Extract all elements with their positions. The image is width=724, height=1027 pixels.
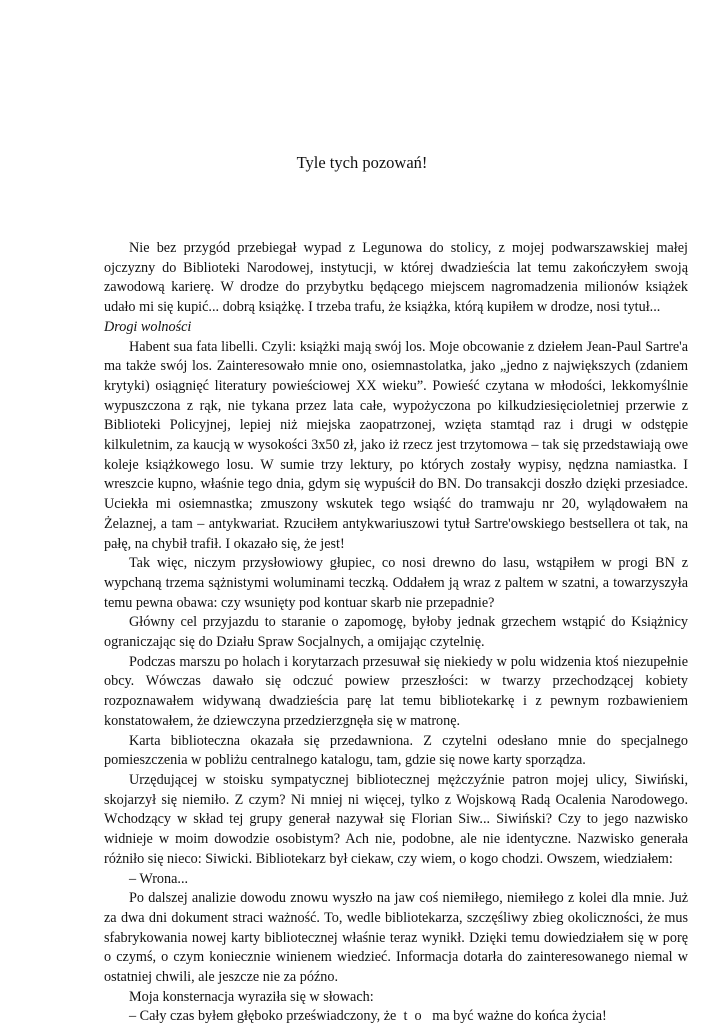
book-title-line: Drogi wolności (104, 318, 192, 335)
paragraph: Habent sua fata libelli. Czyli: książki mają swój los. Moje obcowanie z dziełem Jean-Paul Sartre'a ma także swój los. Zainteresowało mnie ono, osiemnastolatka, jako „jedno z największych (zdaniem krytyki) osiągnięć literatury powieściowej XX wieku”. Powieść czytana w młodości, lekkomyślnie wypuszczona z rąk, nie tykana przez lata całe, wypożyczona po kilkudziesięcioletniej przerwie z Biblioteki Policyjnej, lepiej niż miejska zaopatrzonej, wzięta stamtąd raz i drugi w odstępie kilkuletnim, za kaucją w wysokości 3x50 zł, jako iż rzecz jest trzytomowa – tak się przedstawiają owe koleje książkowego losu. W sumie trzy lektury, po których zostały wypisy, nędzna namiastka. I wreszcie kupno, właśnie tego dnia, gdym się wypuścił do BN. Do transakcji doszło dzięki przesiadce. Uciekła mi osiemnastka; zmuszony wskutek tego wsiąść do tramwaju nr 20, wylądowałem na Żelaznej, a tam – antykwariat. Rzuciłem antykwariuszowi tytuł Sartre'owskiego bestsellera ot tak, na pałę, na chybił trafił. I okazało się, że jest! (104, 338, 688, 552)
paragraph: Urzędującej w stoisku sympatycznej bibliotecznej mężczyźnie patron mojej ulicy, Siwiński, skojarzył się niemiło. Z czym? Ni mniej ni więcej, tylko z Wojskową Radą Ocalenia Narodowego. Wchodzący w skład tej grupy generał nazywał się Florian Siw... Siwiński? Czy to jego nazwisko widnieje w moim dowodzie osobistym? Ach nie, podobne, ale nie identyczne. Nazwisko generała różniło się nieco: Siwicki. Bibliotekarz był ciekaw, czy wiem, o kogo chodzi. Owszem, wiedziałem: (104, 771, 688, 867)
document-body (104, 239, 688, 1027)
paragraph: Karta biblioteczna okazała się przedawniona. Z czytelni odesłano mnie do specjalnego pomieszczenia w pobliżu centralnego katalogu, tam, gdzie się nowe karty sporządza. (104, 732, 688, 769)
paragraph: Nie bez przygód przebiegał wypad z Legunowa do stolicy, z mojej podwarszawskiej małej ojczyzny do Biblioteki Narodowej, instytucji, w której dwadzieścia lat temu zakończyłem swoją zawodową karierę. W drodze do przybytku będącego miejscem nagromadzenia milionów książek udało mi się kupić... dobrą książkę. I trzeba trafu, że książka, którą kupiłem w drodze, nosi tytuł... (104, 240, 688, 316)
paragraph: Główny cel przyjazdu to staranie o zapomogę, byłoby jednak grzechem wstąpić do Książnicy ograniczając się do Działu Spraw Socjalnych, a omijając czytelnię. (104, 614, 688, 651)
paragraph: Po dalszej analizie dowodu znowu wyszło na jaw coś niemiłego, niemiłego z kolei dla mnie. Już za dwa dni dokument straci ważność. To, wedle bibliotekarza, szczęśliwy zbieg okoliczności, że mus sfabrykowania nowej karty bibliotecznej właśnie teraz wynikł. Dzięki temu dowiedziałem się w porę o czymś, o czym koniecznie winienem wiedzieć. Informacja dotarła do zainteresowanego niemal w ostatniej chwili, ale jeszcze nie za późno. (104, 890, 688, 986)
paragraph: Podczas marszu po holach i korytarzach przesuwał się niekiedy w polu widzenia ktoś niezupełnie obcy. Wówczas dawało się odczuć powiew przeszłości: w twarzy przechodzącej kobiety rozpoznawałem widywaną dwadzieścia parę lat temu bibliotekarkę i z pewnym rozbawieniem konstatowałem, że dziewczyna przedzierzgnęła się w matronę. (104, 653, 688, 729)
page-title: Tyle tych pozowań! (296, 153, 428, 172)
dialogue-line: – Cały czas byłem głęboko przeświadczony, że t o ma być ważne do końca życia! (129, 1008, 607, 1025)
paragraph: Moja konsternacja wyraziła się w słowach: (129, 988, 374, 1005)
paragraph: Tak więc, niczym przysłowiowy głupiec, co nosi drewno do lasu, wstąpiłem w progi BN z wypchaną trzema sążnistymi woluminami teczką. Oddałem ją wraz z paltem w szatni, a towarzyszyła temu pewna obawa: czy wsunięty pod kontuar skarb nie przepadnie? (104, 555, 688, 611)
dialogue-line: – Wrona... (129, 870, 189, 887)
